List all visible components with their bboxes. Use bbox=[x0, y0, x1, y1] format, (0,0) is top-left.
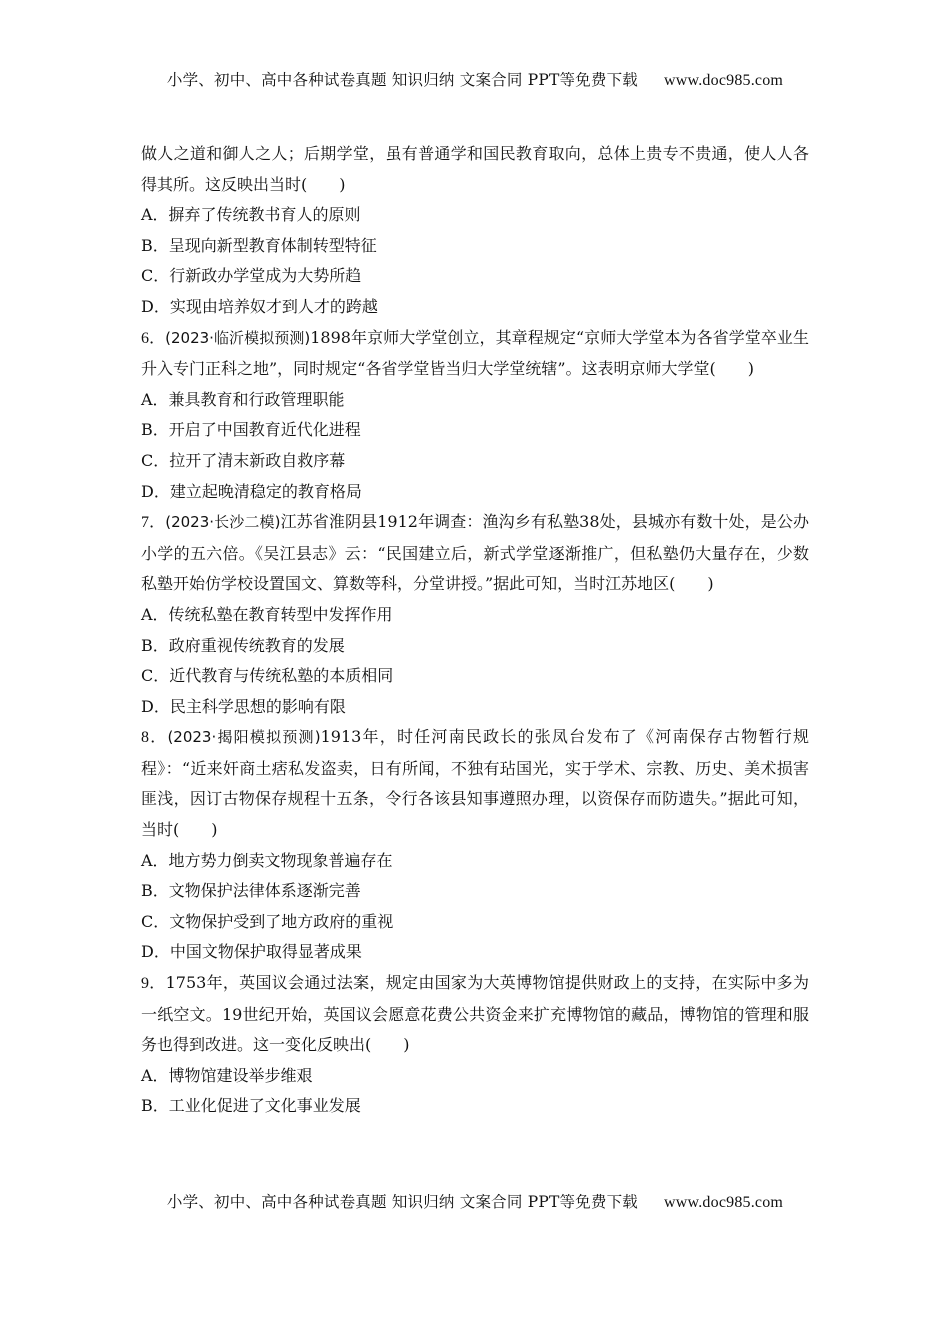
question-8-option-d: D．中国文物保护取得显著成果 bbox=[141, 942, 362, 962]
question-8 bbox=[141, 722, 809, 968]
header-site-link[interactable]: www.doc985.com bbox=[664, 72, 784, 89]
question-7-option-d: D．民主科学思想的影响有限 bbox=[141, 696, 346, 716]
question-6 bbox=[141, 323, 809, 508]
page-header bbox=[0, 68, 950, 90]
page-footer bbox=[0, 1190, 950, 1212]
header-text: 小学、初中、高中各种试卷真题 知识归纳 文案合同 PPT等免费下载 bbox=[166, 71, 638, 89]
question-8-option-a: A．地方势力倒卖文物现象普遍存在 bbox=[141, 850, 393, 870]
question-9-option-a: A．博物馆建设举步维艰 bbox=[141, 1065, 313, 1085]
footer-site-link[interactable]: www.doc985.com bbox=[664, 1194, 784, 1211]
question-5-stem: 做人之道和御人之人；后期学堂，虽有普通学和国民教育取向，总体上贵专不贵通，使人人各得其所。这反映出当时( ) bbox=[141, 144, 809, 194]
question-7-text: 江苏省淮阴县1912年调查：渔沟乡有私塾38处，县城亦有数十处，是公办小学的五六倍。《吴江县志》云：“民国建立后，新式学堂逐渐推广，但私塾仍大量存在，少数私塾开始仿学校设置国文、算数等科，分堂讲授。”据此可知，当时江苏地区( ) bbox=[141, 512, 809, 594]
question-9 bbox=[141, 968, 809, 1122]
question-9-option-b: B．工业化促进了文化事业发展 bbox=[141, 1096, 361, 1116]
question-5-option-a: A．摒弃了传统教书育人的原则 bbox=[141, 205, 361, 225]
question-6-stem bbox=[141, 323, 809, 385]
question-6-number: 6． bbox=[141, 329, 166, 347]
question-8-option-c: C．文物保护受到了地方政府的重视 bbox=[141, 911, 394, 931]
question-7-stem bbox=[141, 507, 809, 600]
question-7-option-b: B．政府重视传统教育的发展 bbox=[141, 635, 345, 655]
question-8-number: 8． bbox=[141, 729, 168, 747]
question-8-source: (2023·揭阳模拟预测) bbox=[167, 728, 321, 747]
question-6-text: 1898年京师大学堂创立，其章程规定“京师大学堂本为各省学堂卒业生升入专门正科之地”，同时规定“各省学堂皆当归大学堂统辖”。这表明京师大学堂( ) bbox=[141, 327, 809, 379]
question-6-option-b: B．开启了中国教育近代化进程 bbox=[141, 420, 361, 440]
question-content bbox=[141, 139, 809, 1122]
question-5-option-b: B．呈现向新型教育体制转型特征 bbox=[141, 235, 377, 255]
question-9-stem bbox=[141, 968, 809, 1061]
question-7-option-a: A．传统私塾在教育转型中发挥作用 bbox=[141, 604, 393, 624]
question-9-number: 9． bbox=[141, 975, 166, 993]
question-8-text: 1913年，时任河南民政长的张凤台发布了《河南保存古物暂行规程》：“近来奸商土痞私发盗卖，日有所闻，不独有玷国光，实于学术、宗教、历史、美术损害匪浅，因订古物保存规程十五条，令行各该县知事遵照办理，以资保存而防遗失。”据此可知，当时( ) bbox=[141, 727, 809, 840]
question-6-option-d: D．建立起晚清稳定的教育格局 bbox=[141, 481, 362, 501]
question-5 bbox=[141, 139, 809, 323]
question-5-option-c: C．行新政办学堂成为大势所趋 bbox=[141, 266, 362, 286]
question-8-option-b: B．文物保护法律体系逐渐完善 bbox=[141, 881, 361, 901]
question-7 bbox=[141, 507, 809, 722]
question-8-stem bbox=[141, 722, 809, 845]
question-6-option-c: C．拉开了清末新政自救序幕 bbox=[141, 450, 346, 470]
question-5-option-d: D．实现由培养奴才到人才的跨越 bbox=[141, 296, 378, 316]
question-7-number: 7． bbox=[141, 514, 166, 532]
question-7-option-c: C．近代教育与传统私塾的本质相同 bbox=[141, 666, 394, 686]
footer-text: 小学、初中、高中各种试卷真题 知识归纳 文案合同 PPT等免费下载 bbox=[166, 1193, 638, 1211]
question-6-source: (2023·临沂模拟预测) bbox=[165, 328, 311, 347]
question-9-text: 1753年，英国议会通过法案，规定由国家为大英博物馆提供财政上的支持，在实际中多为一纸空文。19世纪开始，英国议会愿意花费公共资金来扩充博物馆的藏品，博物馆的管理和服务也得到改进。这一变化反映出( ) bbox=[141, 973, 809, 1055]
question-7-source: (2023·长沙二模) bbox=[165, 513, 281, 532]
question-6-option-a: A．兼具教育和行政管理职能 bbox=[141, 389, 345, 409]
